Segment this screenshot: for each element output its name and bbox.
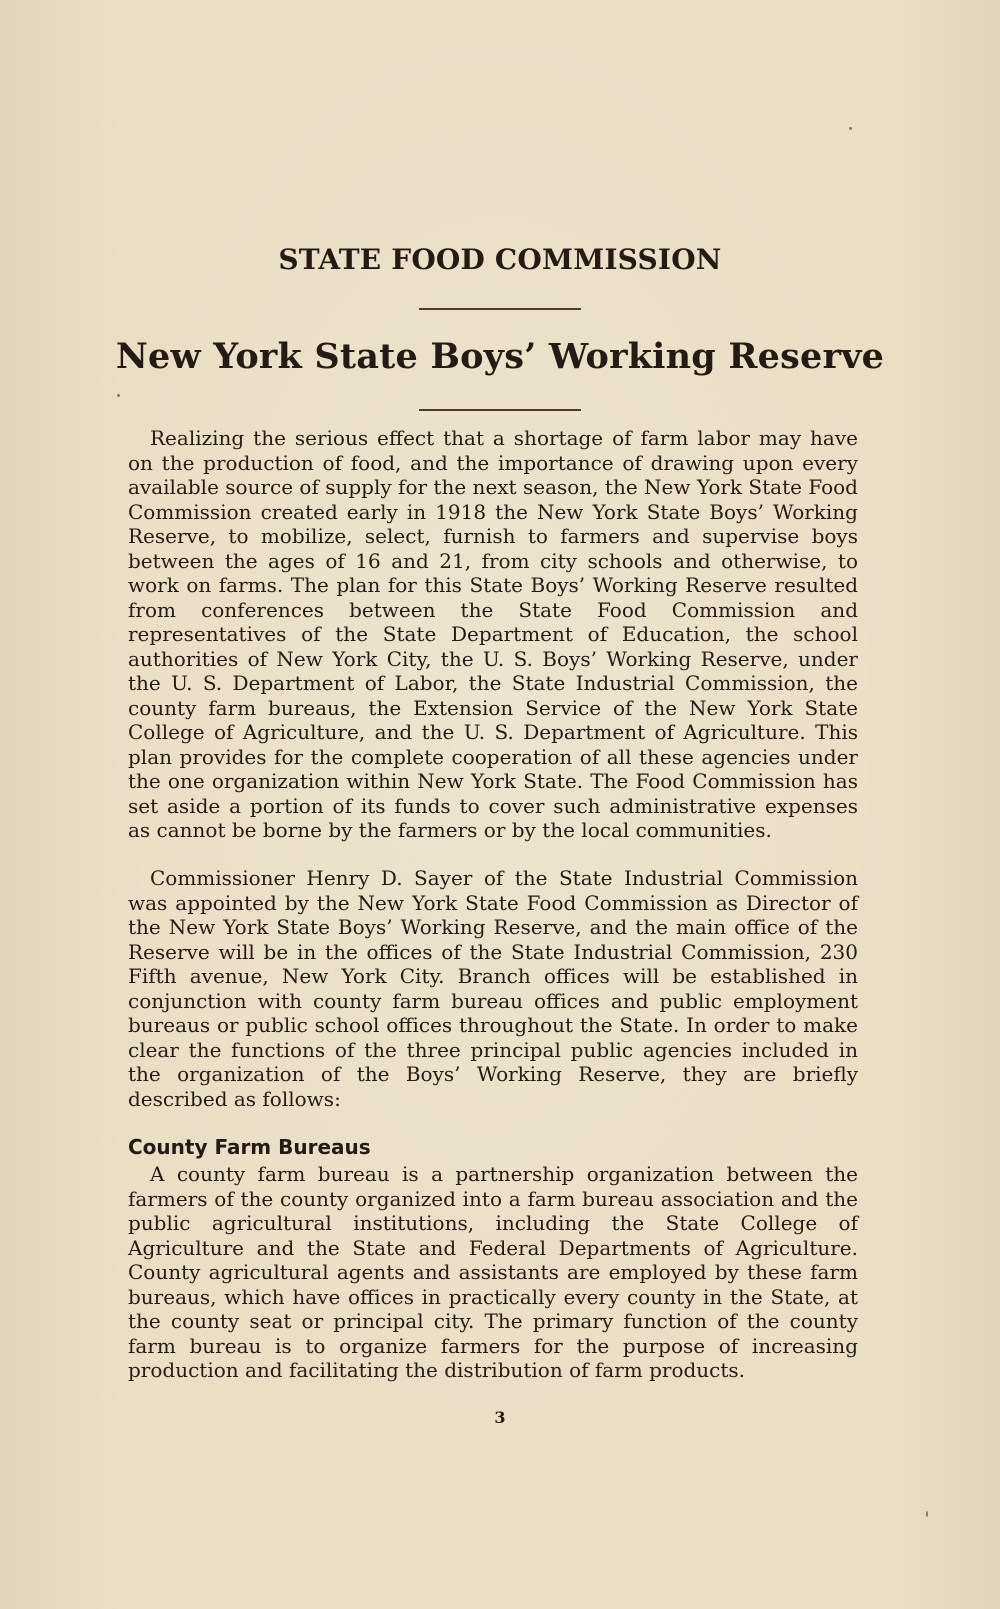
intro-paragraph: Realizing the serious effect that a shortage of farm labor may have on the production of food, and the importance of drawing upon every available source of supply for the next season, the New York State Food Commission created early in 1918 the New York State Boys’ Working Reserve, to mobilize, select, furnish to farmers and supervise boys between the ages of 16 and 21, from city schools and otherwise, to work on farms. The plan for this State Boys’ Working Reserve resulted from conferences between the State Food Commission and representatives of the State Department of Education, the school authorities of New York City, the U. S. Boys’ Working Reserve, under the U. S. Department of Labor, the State Industrial Commission, the county farm bureaus, the Extension Service of the New York State College of Agriculture, and the U. S. Department of Agriculture. This plan provides for the complete cooperation of all these agencies under the one organization within New York State. The Food Commission has set aside a portion of its funds to cover such administrative expenses as cannot be borne by the farmers or by the local communities.	[128, 426, 858, 842]
director-paragraph: Commissioner Henry D. Sayer of the State Industrial Commission was appointed by the New York State Food Commission as Director of the New York State Boys’ Working Reserve, and the main office of the Reserve will be in the offices of the State Industrial Commission, 230 Fifth avenue, New York City. Branch offices will be established in conjunction with county farm bureau offices and public employment bureaus or public school offices throughout the State. In order to make clear the functions of the three principal public agencies included in the organization of the Boys’ Working Reserve, they are briefly described as follows:	[128, 866, 858, 1111]
section-heading-county-farm-bureaus: County Farm Bureaus	[128, 1135, 371, 1159]
header-divider	[419, 308, 581, 310]
county-farm-bureaus-paragraph: A county farm bureau is a partnership organization between the farmers of the county organized into a farm bureau association and the public agricultural institutions, including the State College of Agriculture and the State and Federal Departments of Agriculture. County agricultural agents and assistants are employed by these farm bureaus, which have offices in practically every county in the State, at the county seat or principal city. The primary function of the county farm bureau is to organize farmers for the purpose of increasing production and facilitating the distribution of farm products.	[128, 1162, 858, 1382]
title-divider	[419, 409, 581, 411]
commission-header: STATE FOOD COMMISSION	[278, 243, 722, 276]
paper-speck	[117, 394, 120, 397]
paper-speck	[849, 127, 852, 130]
page-title: New York State Boys’ Working Reserve	[115, 336, 885, 377]
page-number: 3	[494, 1408, 506, 1427]
paper-speck	[926, 1511, 928, 1517]
